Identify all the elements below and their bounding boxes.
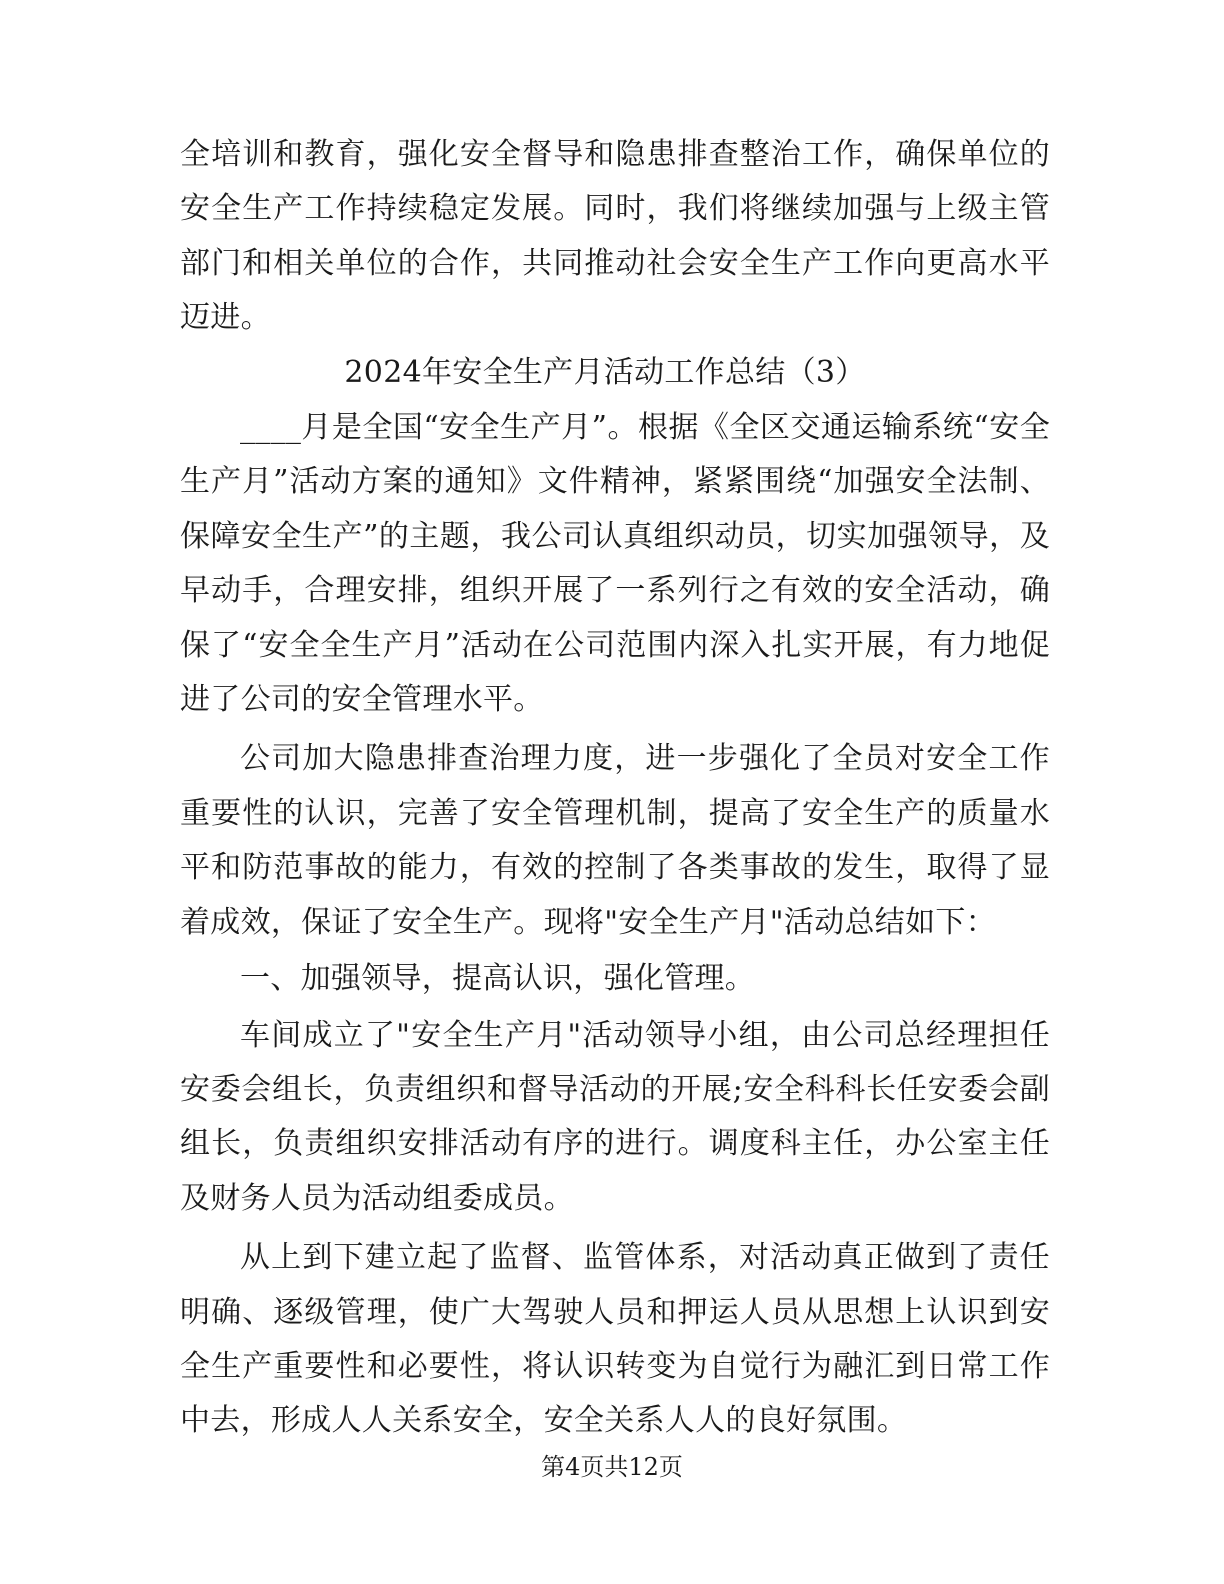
section-title: 2024年安全生产月活动工作总结（3） [344, 354, 866, 390]
paragraph-leadership: 车间成立了"安全生产月"活动领导小组，由公司总经理担任安委会组长，负责组织和督导活动的开展;安全科科长任安委会副组长，负责组织安排活动有序的进行。调度科主任，办公室主任及财务人员为活动组委成员。 [180, 1017, 1050, 1216]
document-body [180, 128, 1050, 1449]
paragraph-continuation: 全培训和教育，强化安全督导和隐患排查整治工作，确保单位的安全生产工作持续稳定发展。同时，我们将继续加强与上级主管部门和相关单位的合作，共同推动社会安全生产工作向更高水平迈进。 [180, 137, 1050, 336]
paragraph-supervision: 从上到下建立起了监督、监管体系，对活动真正做到了责任明确、逐级管理，使广大驾驶人员和押运人员从思想上认识到安全生产重要性和必要性，将认识转变为自觉行为融汇到日常工作中去，形成人人关系安全，安全关系人人的良好氛围。 [180, 1240, 1050, 1439]
page-number-footer: 第4页共12页 [541, 1453, 683, 1481]
paragraph-section-heading: 一、加强领导，提高认识，强化管理。 [240, 961, 756, 997]
paragraph-intro: ____月是全国“安全生产月”。根据《全区交通运输系统“安全生产月”活动方案的通知》文件精神，紧紧围绕“加强安全法制、保障安全生产”的主题，我公司认真组织动员，切实加强领导，及早动手，合理安排，组织开展了一系列行之有效的安全活动，确保了“安全全生产月”活动在公司范围内深入扎实开展，有力地促进了公司的安全管理水平。 [180, 410, 1050, 718]
paragraph-effort: 公司加大隐患排查治理力度，进一步强化了全员对安全工作重要性的认识，完善了安全管理机制，提高了安全生产的质量水平和防范事故的能力，有效的控制了各类事故的发生，取得了显着成效，保证了安全生产。现将"安全生产月"活动总结如下： [180, 741, 1050, 940]
